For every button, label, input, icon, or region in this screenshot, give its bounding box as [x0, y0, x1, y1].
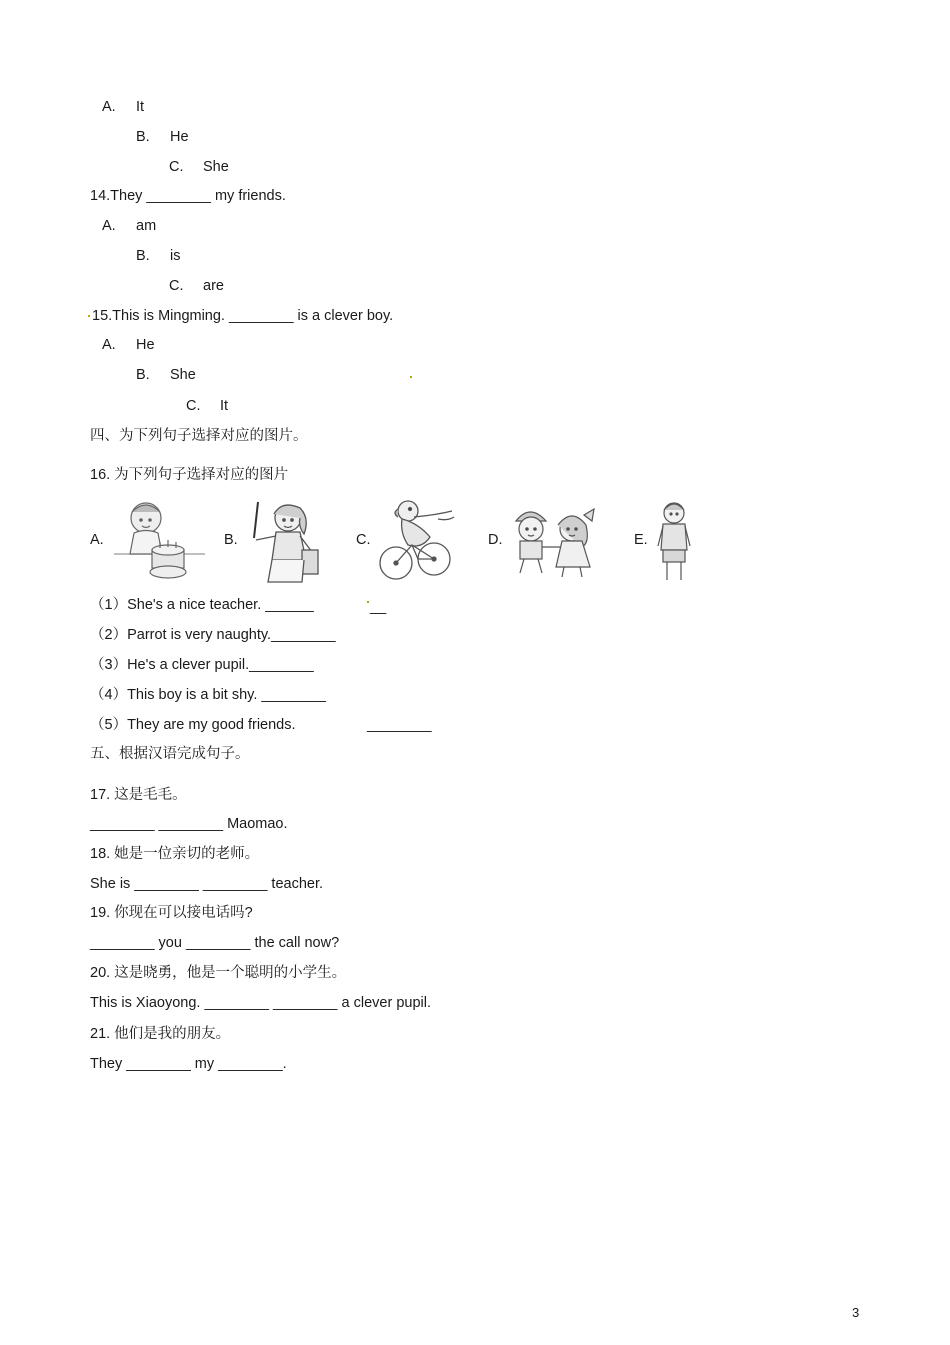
q15-option-a: A. He	[102, 337, 155, 353]
q14-option-b: B. is	[136, 248, 181, 264]
picture-label-e: E.	[634, 532, 648, 548]
q16-item-5: （5）They are my good friends.	[90, 717, 296, 733]
speck-mark	[410, 376, 412, 378]
q13-option-c: C. She	[169, 159, 229, 175]
q16-stem: 16. 为下列句子选择对应的图片	[90, 467, 289, 483]
q21-english: They ________ my ________.	[90, 1056, 287, 1072]
q17-chinese: 17. 这是毛毛。	[90, 787, 187, 803]
q18-chinese: 18. 她是一位亲切的老师。	[90, 846, 260, 862]
q20-chinese: 20. 这是晓勇，他是一个聪明的小学生。	[90, 965, 347, 981]
picture-label-b: B.	[224, 532, 238, 548]
q16-item-3: （3）He's a clever pupil.________	[90, 657, 314, 673]
q14-option-a: A. am	[102, 218, 157, 234]
q15-option-b: B. She	[136, 367, 196, 383]
q14-stem: 14.They ________ my friends.	[90, 188, 286, 204]
parrot-on-bicycle-picture	[378, 497, 456, 584]
q16-item-2: （2）Parrot is very naughty.________	[90, 627, 336, 643]
section-4-heading: 四、为下列句子选择对应的图片。	[90, 428, 308, 444]
teacher-with-pointer-picture	[242, 498, 322, 584]
boy-with-cake-picture	[112, 498, 207, 584]
q21-chinese: 21. 他们是我的朋友。	[90, 1026, 231, 1042]
q20-english: This is Xiaoyong. ________ ________ a clever pupil.	[90, 995, 431, 1011]
q17-english: ________ ________ Maomao.	[90, 816, 288, 832]
shy-boy-picture	[654, 500, 694, 582]
picture-label-c: C.	[356, 532, 371, 548]
picture-label-d: D.	[488, 532, 503, 548]
page-number: 3	[852, 1305, 860, 1320]
two-friends-picture	[510, 503, 602, 578]
q13-option-a: A. It	[102, 99, 145, 115]
q19-chinese: 19. 你现在可以接电话吗?	[90, 905, 253, 921]
speck-mark	[367, 601, 369, 603]
q16-item-5-blank: ________	[367, 717, 432, 733]
q16-item-4: （4）This boy is a bit shy. ________	[90, 687, 326, 703]
q15-stem: 15.This is Mingming. ________ is a clever boy.	[92, 308, 394, 324]
q18-english: She is ________ ________ teacher.	[90, 876, 324, 892]
section-5-heading: 五、根据汉语完成句子。	[90, 746, 250, 762]
q15-option-c: C. It	[186, 398, 229, 414]
q14-option-c: C. are	[169, 278, 224, 294]
q13-option-b: B. He	[136, 129, 189, 145]
q16-item-1: （1）She's a nice teacher. ______	[90, 597, 314, 613]
picture-label-a: A.	[90, 532, 104, 548]
speck-mark	[88, 315, 90, 317]
q19-english: ________ you ________ the call now?	[90, 935, 340, 951]
q16-item-1-blank: __	[370, 599, 387, 615]
